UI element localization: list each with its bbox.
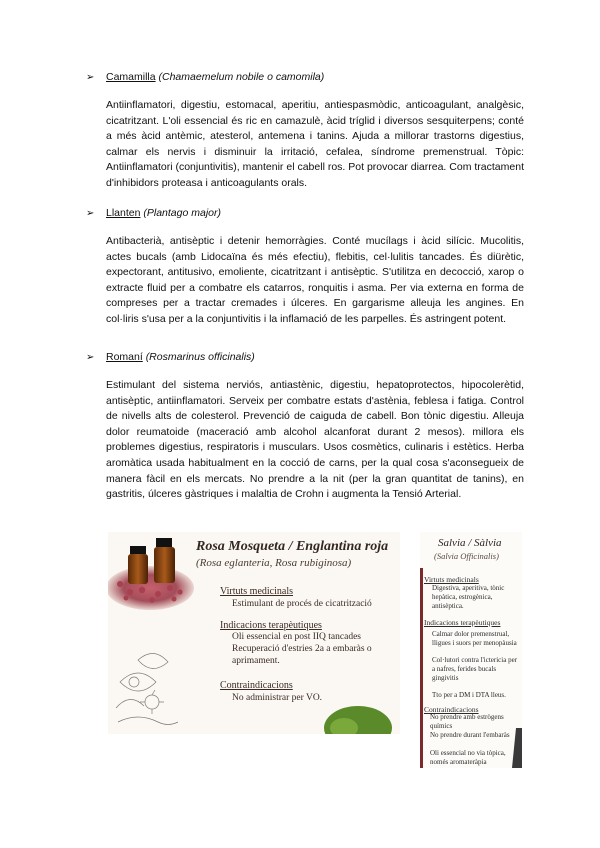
plant-name: Romaní	[106, 351, 143, 363]
section-line: No prendre durant l'embaràs	[430, 731, 510, 739]
section-heading: Contraindicacions	[220, 680, 293, 691]
section-line: Tto per a DM i DTA lleus.	[432, 691, 506, 699]
card-subtitle: (Salvia Officinalis)	[434, 551, 499, 561]
section-heading: Virtuts medicinals	[424, 575, 479, 584]
scientific-name: (Chamaemelum nobile o camomila)	[158, 71, 325, 83]
rosa-mosqueta-card	[108, 532, 400, 734]
section-line: No administrar per VO.	[232, 693, 323, 703]
plant-name: Camamilla	[106, 71, 156, 83]
section-heading: Contraindicacions	[424, 705, 479, 714]
section-line: Estimulant de procés de cicatrització	[232, 599, 372, 609]
section-heading: Virtuts medicinals	[220, 586, 293, 597]
section-heading: Indicacions terapèutiques	[424, 618, 501, 627]
arrow-bullet-icon: ➢	[86, 72, 95, 83]
entry-description: Estimulant del sistema nerviós, antiastènic, digestiu, hepatoprotectos, hipocolerètid, antisèptic, antiinflamatori. Serveix per combatre estats d'astènia, feblesa i fatiga. Control de nivells alts de colesterol. Prevenció de caiguda de cabell. Bon tònic digestiu. Alleuja dolor reumatoide (maceració amb alcohol alcanforat durant 2 mesos). millora els problemes digestius, respiratoris i musculars. Usos cosmètics, culinaris i estètics. Herba aromàtica usada habitualment en la cocció de carns, per la qual cosa s'aconsegueix de manera fàcil en els mercats. No prendre a la nit (per la gran quantitat de tanins), en gastritis, úlceres gàstriques i malaltia de Crohn i augmenta la Tensió Arterial.	[106, 379, 524, 501]
entry-llanten	[86, 206, 526, 328]
entry-heading	[86, 206, 526, 221]
entry-heading	[86, 350, 526, 365]
section-heading: Indicacions terapèutiques	[220, 620, 322, 631]
card-title: Salvia / Sàlvia	[438, 537, 502, 549]
scientific-name: (Rosmarinus officinalis)	[145, 351, 255, 363]
section-line: Col·lutori contra l'ictericia per a nafres, ferides bucals gingivitis	[432, 656, 518, 682]
card-subtitle: (Rosa eglanteria, Rosa rubiginosa)	[196, 557, 352, 569]
card-title: Rosa Mosqueta / Englantina roja	[196, 539, 389, 554]
entry-camamilla	[86, 70, 526, 192]
section-line: Oli essencial en post IIQ tancades	[232, 632, 361, 642]
entry-heading	[86, 70, 526, 85]
entry-description: Antiinflamatori, digestiu, estomacal, aperitiu, antiespasmòdic, anticoagulant, analgèsic, cicatritzant. L'oli essencial és ric en camazulè, àcid tríglid i diversos sesquiterpens; conté a més àcid antèmic, atesterol, antemena i tanins. Ajuda a millorar trastorns digestius, calmar els nervis i disminuir la irritació, cefalea, síndrome premenstrual. Tòpic: Antiinflamatori (conjuntivitis), mantenir el cabell ros. Pot provocar diarrea. Com tractament d'inhibidors proteasa i anticoagulants orals.	[106, 99, 524, 189]
entry-description: Antibacterià, antisèptic i detenir hemorràgies. Conté mucílags i àcid silícic. Mucolitis, actes bucals (amb Lidocaïna és més efectiu), flebitis, cel·lulitis tancades. És diürètic, expectorant, antitusivo, emoliente, cicatritzant i antisèptic. S'utilitza en decocció, xarop o extracte fluid per a combatre els catarros, ronquitis i asma. Per via externa en forma de compreses per a tractar cremades i úlceres. En gargarisme alleuja les angines. En col·liris s'usa per a la conjuntivitis i la inflamació de les parpelles. És astringent potent.	[106, 235, 524, 325]
section-line: Oli essencial no via tòpica, només aromateràpia	[430, 749, 506, 766]
section-line: Digestiva, aperitiva, tònic hepàtica, estrogènica, antisèptica.	[432, 584, 505, 610]
plant-name: Llanten	[106, 207, 141, 219]
salvia-card	[420, 532, 522, 768]
scientific-name: (Plantago major)	[143, 207, 221, 219]
entry-romani	[86, 350, 526, 503]
arrow-bullet-icon: ➢	[86, 208, 95, 219]
section-line: Recuperació d'estries 2a a embaràs o aprimament.	[232, 644, 372, 666]
section-line: Calmar dolor premenstrual, lligues i suors per menopàusia	[432, 630, 517, 647]
arrow-bullet-icon: ➢	[86, 352, 95, 363]
section-line: No prendre amb estrògens químics	[430, 713, 504, 730]
